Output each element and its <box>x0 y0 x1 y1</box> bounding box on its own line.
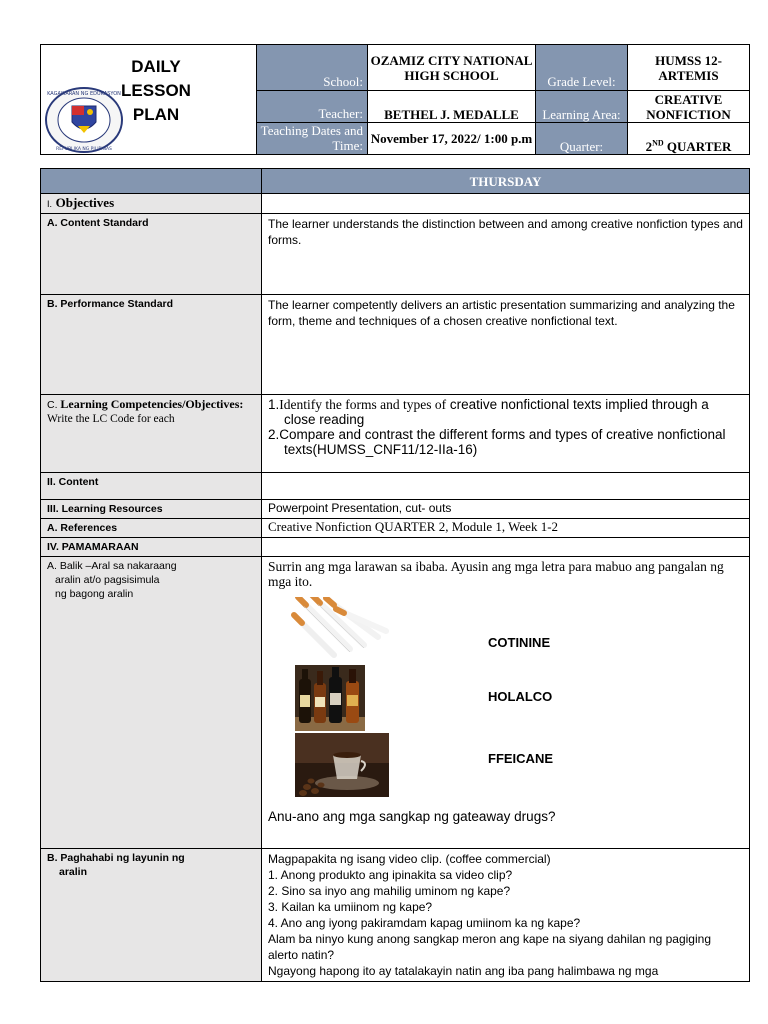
procedure-label: IV. PAMAMARAAN <box>41 538 262 557</box>
grade-value: HUMSS 12-ARTEMIS <box>628 45 750 91</box>
cigarettes-photo <box>290 597 390 659</box>
lesson-table <box>40 168 750 982</box>
content-label: II. Content <box>41 473 262 500</box>
day-header-blank <box>41 169 262 194</box>
header-table <box>40 44 750 155</box>
objectives-blank <box>262 194 750 214</box>
competency-item: 1.Identify the forms and types of creative nonfictional texts implied through a close reading <box>268 397 709 427</box>
deped-seal-icon <box>44 86 124 154</box>
school-label: School: <box>257 45 368 91</box>
scrambled-word: COTININE <box>488 635 551 650</box>
review-question: Anu-ano ang mga sangkap ng gateaway drugs? <box>268 809 556 824</box>
logo-cell <box>41 45 257 155</box>
school-value: OZAMIZ CITY NATIONAL HIGH SCHOOL <box>368 45 536 91</box>
dates-label: Teaching Dates and Time: <box>257 123 368 155</box>
content-standard-text: The learner understands the distinction between and among creative nonfiction types and forms. <box>262 214 750 295</box>
teacher-value: BETHEL J. MEDALLE <box>368 91 536 123</box>
teacher-label: Teacher: <box>257 91 368 123</box>
learning-resources-text: Powerpoint Presentation, cut- outs <box>262 500 750 519</box>
references-label: A. References <box>41 519 262 538</box>
grade-label: Grade Level: <box>536 45 628 91</box>
scrambled-word: HOLALCO <box>488 689 553 704</box>
review-content <box>262 557 750 849</box>
learning-competencies-label: C. Learning Competencies/Objectives: Write the LC Code for each <box>41 395 262 473</box>
content-blank <box>262 473 750 500</box>
review-instruction: Surrin ang mga larawan sa ibaba. Ayusin ang mga letra para mabuo ang pangalan ng mga ito. <box>268 559 724 589</box>
performance-standard-label: B. Performance Standard <box>41 295 262 395</box>
svg-text:REPUBLIKA NG PILIPINAS: REPUBLIKA NG PILIPINAS <box>56 147 112 152</box>
objectives-heading: I. Objectives <box>41 194 262 214</box>
review-label: A. Balik –Aral sa nakaraang aralin at/o pagsisimula ng bagong aralin <box>41 557 262 849</box>
competency-item: 2.Compare and contrast the different forms and types of creative nonfictional texts(HUMSS_CNF11/12-IIa-16) <box>268 427 726 457</box>
area-label: Learning Area: <box>536 91 628 123</box>
day-header: THURSDAY <box>262 169 750 194</box>
purpose-line: 2. Sino sa inyo ang mahilig uminom ng kape? <box>268 884 511 898</box>
liquor-bottles-photo <box>295 665 365 731</box>
coffee-cup-photo <box>295 733 389 797</box>
purpose-line: 4. Ano ang iyong pakiramdam kapag umiinom ka ng kape? <box>268 916 581 930</box>
scrambled-word: FFEICANE <box>488 751 553 766</box>
purpose-label: B. Paghahabi ng layunin ng aralin <box>41 849 262 982</box>
area-value: CREATIVE NONFICTION <box>628 91 750 123</box>
quarter-label: Quarter: <box>536 123 628 155</box>
picture-row-liquor <box>268 663 743 733</box>
purpose-content <box>262 849 750 982</box>
learning-resources-label: III. Learning Resources <box>41 500 262 519</box>
document-title: DAILY LESSON PLAN <box>121 57 191 124</box>
purpose-line: 3. Kailan ka umiinom ng kape? <box>268 900 433 914</box>
content-standard-label: A. Content Standard <box>41 214 262 295</box>
picture-row-coffee <box>268 733 743 803</box>
references-text: Creative Nonfiction QUARTER 2, Module 1, Week 1-2 <box>262 519 750 538</box>
dates-value: November 17, 2022/ 1:00 p.m <box>368 123 536 155</box>
performance-standard-text: The learner competently delivers an artistic presentation summarizing and analyzing the form, theme and techniques of a chosen creative nonfictional text. <box>262 295 750 395</box>
purpose-line: Ngayong hapong ito ay tatalakayin natin ang iba pang halimbawa ng mga <box>268 964 659 978</box>
picture-row-cigarettes <box>268 597 743 663</box>
procedure-blank <box>262 538 750 557</box>
purpose-line: Magpapakita ng isang video clip. (coffee commercial) <box>268 852 551 866</box>
svg-text:KAGAWARAN NG EDUKASYON: KAGAWARAN NG EDUKASYON <box>47 91 121 97</box>
purpose-line: 1. Anong produkto ang ipinakita sa video clip? <box>268 868 513 882</box>
quarter-value: 2ND QUARTER <box>628 123 750 155</box>
purpose-line: Alam ba ninyo kung anong sangkap meron ang kape na siyang dahilan ng pagiging alerto natin? <box>268 932 711 962</box>
learning-competencies-list <box>262 395 750 473</box>
